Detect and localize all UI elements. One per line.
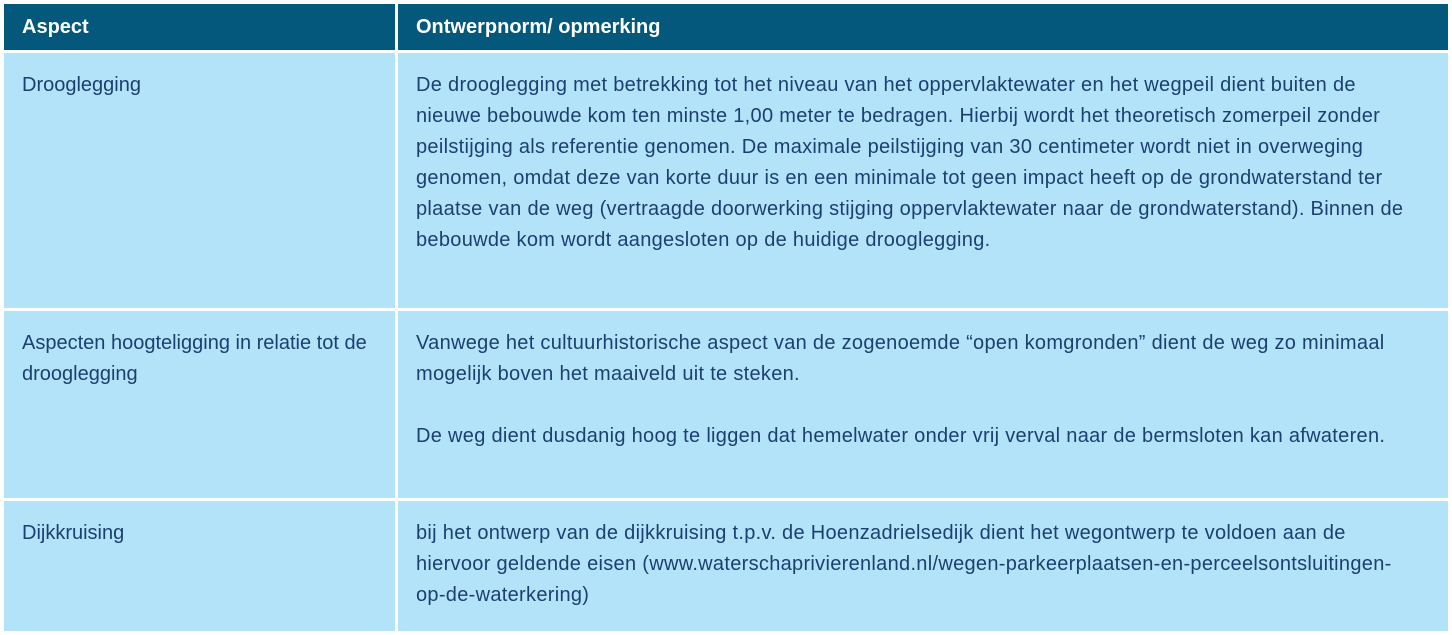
norm-paragraph: bij het ontwerp van de dijkkruising t.p.v. de Hoenzadrielsedijk dient het wegontwerp te voldoen aan de hiervoor geldende eisen (www.waterschaprivierenland.nl/wegen-parkeerplaatsen-en-perceelsontsluitingen-op-de-waterkering) bbox=[416, 522, 1392, 606]
table-header-row bbox=[4, 4, 1448, 50]
aspect-cell: Drooglegging bbox=[4, 50, 395, 308]
norm-cell bbox=[395, 308, 1448, 498]
requirements-table bbox=[4, 4, 1448, 631]
column-header-aspect: Aspect bbox=[4, 4, 395, 50]
norm-paragraph: De drooglegging met betrekking tot het niveau van het oppervlaktewater en het wegpeil dient buiten de nieuwe bebouwde kom ten minste 1,00 meter te bedragen. Hierbij wordt het theoretisch zomerpeil zonder peilstijging als referentie genomen. De maximale peilstijging van 30 centimeter wordt niet in overweging genomen, omdat deze van korte duur is en een minimale tot geen impact heeft op de grondwaterstand ter plaatse van de weg (vertraagde doorwerking stijging oppervlaktewater naar de grondwaterstand). Binnen de bebouwde kom wordt aangesloten op de huidige drooglegging. bbox=[416, 74, 1404, 251]
table-row bbox=[4, 50, 1448, 308]
table-row bbox=[4, 308, 1448, 498]
aspect-cell: Aspecten hoogteligging in relatie tot de drooglegging bbox=[4, 308, 395, 498]
norm-paragraph: De weg dient dusdanig hoog te liggen dat hemelwater onder vrij verval naar de bermsloten kan afwateren. bbox=[416, 425, 1386, 447]
aspect-cell: Dijkkruising bbox=[4, 498, 395, 631]
norm-cell bbox=[395, 50, 1448, 308]
norm-cell bbox=[395, 498, 1448, 631]
column-header-ontwerpnorm: Ontwerpnorm/ opmerking bbox=[395, 4, 1448, 50]
norm-paragraph: Vanwege het cultuurhistorische aspect van de zogenoemde “open komgronden” dient de weg zo minimaal mogelijk boven het maaiveld uit te steken. bbox=[416, 332, 1385, 385]
table-row bbox=[4, 498, 1448, 631]
